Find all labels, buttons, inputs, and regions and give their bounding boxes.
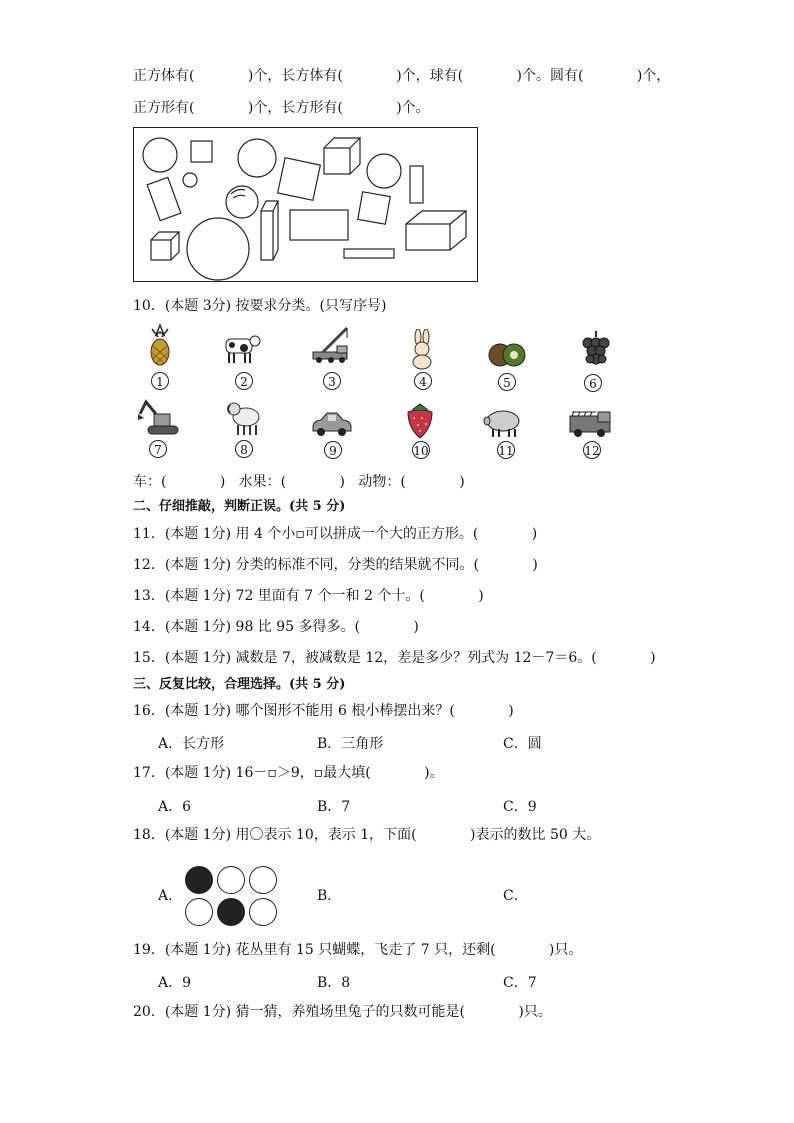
circle-shape <box>143 138 177 172</box>
q16-option-c[interactable]: C．圆 <box>503 736 542 752</box>
rectangle-shape <box>410 166 423 203</box>
sphere-shape <box>226 186 258 218</box>
cuboid-shape <box>261 201 278 260</box>
circle-shape <box>187 218 249 280</box>
ten-bead <box>217 898 245 926</box>
q10-answer-line: 车：( ) 水果：( ) 动物：( ) <box>133 474 465 490</box>
q19-option-b[interactable]: B．8 <box>317 975 351 991</box>
square-shape <box>191 141 212 162</box>
fire-truck-icon <box>568 400 612 444</box>
pineapple-icon <box>138 323 182 367</box>
q11: 11．(本题 1分) 用 4 个小▫可以拼成一个大的正方形。( ) <box>133 526 538 542</box>
square-shape <box>358 192 390 224</box>
cube-shape <box>324 138 360 174</box>
sheep-icon <box>222 395 266 439</box>
q17-option-a[interactable]: A．6 <box>158 799 192 815</box>
q17-stem: 17．(本题 1分) 16－▫＞9，▫最大填( )。 <box>133 765 444 781</box>
q15: 15．(本题 1分) 减数是 7，被减数是 12，差是多少？列式为 12－7＝6。( ) <box>133 650 656 666</box>
q18-stem: 18．(本题 1分) 用〇表示 10，表示 1，下面( )表示的数比 50 大。 <box>133 827 601 843</box>
sphere-highlight <box>231 190 245 195</box>
q20-stem: 20．(本题 1分) 猜一猜，养殖场里兔子的只数可能是( )只。 <box>133 1004 552 1020</box>
q18-option-c[interactable]: C． <box>503 888 528 904</box>
circle-shape <box>238 139 276 177</box>
q16-option-b[interactable]: B．三角形 <box>317 736 384 752</box>
picture-number: 10 <box>412 441 430 459</box>
shapes-figure <box>133 127 478 282</box>
crane-truck-icon <box>309 322 353 366</box>
section2-heading: 二、仔细推敲，判断正误。(共 5 分) <box>133 499 346 514</box>
ten-bead <box>185 866 213 894</box>
q9-line1: 正方体有( )个，长方体有( )个，球有( )个。圆有( )个， <box>133 68 671 84</box>
one-bead <box>185 898 213 926</box>
q17-option-c[interactable]: C．9 <box>503 799 537 815</box>
picture-number: 1 <box>151 372 169 390</box>
q18-option-a[interactable]: A． <box>158 888 183 904</box>
q13: 13．(本题 1分) 72 里面有 7 个一和 2 个十。( ) <box>133 588 484 604</box>
q19-option-a[interactable]: A．9 <box>158 975 192 991</box>
q19-stem: 19．(本题 1分) 花丛里有 15 只蝴蝶，飞走了 7 只，还剩( )只。 <box>133 942 583 958</box>
rectangle-shape <box>344 249 394 258</box>
q10-title: 10．(本题 3分) 按要求分类。(只写序号) <box>133 298 387 314</box>
picture-number: 11 <box>497 441 515 459</box>
picture-number: 7 <box>149 440 167 458</box>
q18-option-b[interactable]: B． <box>317 888 342 904</box>
one-bead <box>249 898 277 926</box>
picture-number: 6 <box>584 374 602 392</box>
picture-number: 5 <box>498 373 516 391</box>
sphere-highlight <box>233 195 245 198</box>
cube-shape <box>151 232 179 260</box>
rabbit-icon <box>400 329 444 373</box>
rectangle-shape <box>147 177 181 220</box>
car-icon <box>309 401 353 445</box>
picture-number: 8 <box>235 440 253 458</box>
picture-number: 2 <box>235 372 253 390</box>
picture-number: 12 <box>583 441 601 459</box>
q9-line2: 正方形有( )个，长方形有( )个。 <box>133 100 430 116</box>
q16-option-a[interactable]: A．长方形 <box>158 736 225 752</box>
strawberry-icon <box>398 400 442 444</box>
kiwi-icon <box>485 333 529 377</box>
circle-shape <box>367 154 401 188</box>
square-shape <box>278 158 321 201</box>
picture-number: 9 <box>324 441 342 459</box>
circle-shape <box>183 173 197 187</box>
cow-icon <box>218 327 262 371</box>
q17-option-b[interactable]: B．7 <box>317 799 351 815</box>
picture-number: 3 <box>323 372 341 390</box>
shapes-drawing <box>134 128 479 283</box>
q14: 14．(本题 1分) 98 比 95 多得多。( ) <box>133 619 419 635</box>
grapes-icon <box>574 329 618 373</box>
q16-stem: 16．(本题 1分) 哪个图形不能用 6 根小棒摆出来？( ) <box>133 703 514 719</box>
section3-heading: 三、反复比较，合理选择。(共 5 分) <box>133 677 346 692</box>
rectangle-shape <box>290 210 348 240</box>
pig-icon <box>481 401 525 445</box>
q12: 12．(本题 1分) 分类的标准不同，分类的结果就不同。( ) <box>133 557 538 573</box>
q19-option-c[interactable]: C．7 <box>503 975 537 991</box>
cuboid-shape <box>406 211 466 250</box>
one-bead <box>217 866 245 894</box>
one-bead <box>249 866 277 894</box>
excavator-icon <box>136 396 180 440</box>
picture-number: 4 <box>414 372 432 390</box>
